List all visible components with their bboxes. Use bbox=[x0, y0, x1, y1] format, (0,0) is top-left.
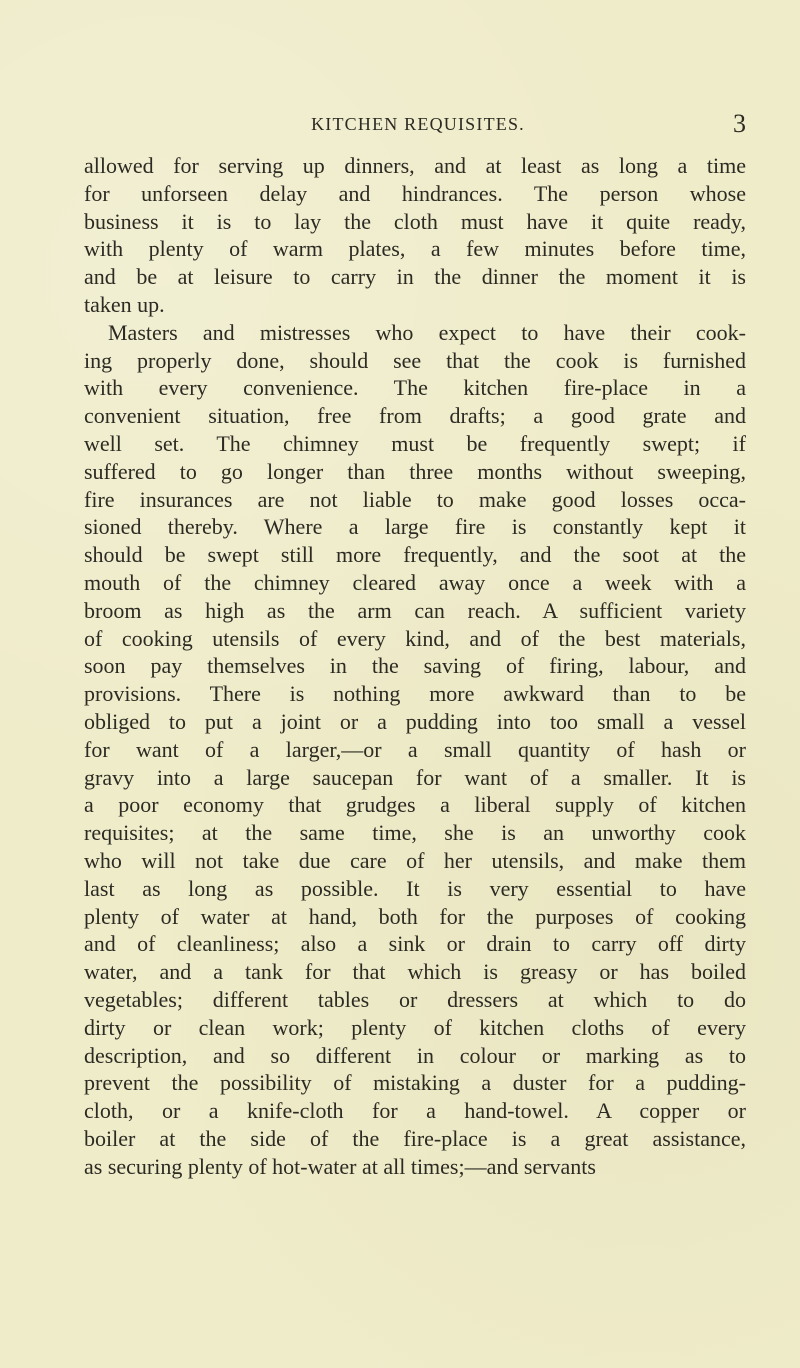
text-line: ing properly done, should see that the cook is furnished bbox=[84, 347, 746, 373]
text-line: obliged to put a joint or a pudding into too small a vessel bbox=[84, 708, 746, 734]
text-line: description, and so different in colour or marking as to bbox=[84, 1042, 746, 1068]
text-line: suffered to go longer than three months without sweeping, bbox=[84, 458, 746, 484]
text-line: last as long as possible. It is very essential to have bbox=[84, 875, 746, 901]
text-line: for want of a larger,—or a small quantity of hash or bbox=[84, 736, 746, 762]
text-line: allowed for serving up dinners, and at least as long a time bbox=[84, 153, 746, 178]
text-line: broom as high as the arm can reach. A sufficient variety bbox=[84, 597, 746, 623]
text-line: prevent the possibility of mistaking a duster for a pudding- bbox=[84, 1070, 746, 1096]
text-line: fire insurances are not liable to make good losses occa- bbox=[84, 486, 746, 512]
text-line: taken up. bbox=[84, 291, 165, 317]
text-line: water, and a tank for that which is greasy or has boiled bbox=[84, 959, 746, 985]
text-line: a poor economy that grudges a liberal supply of kitchen bbox=[84, 792, 746, 818]
text-line: with plenty of warm plates, a few minutes before time, bbox=[84, 236, 746, 262]
text-line: for unforseen delay and hindrances. The person whose bbox=[84, 180, 746, 206]
text-line: soon pay themselves in the saving of firing, labour, and bbox=[84, 653, 746, 679]
text-line: well set. The chimney must be frequently swept; if bbox=[84, 430, 746, 456]
text-line: business it is to lay the cloth must have it quite ready, bbox=[84, 208, 746, 234]
text-line: convenient situation, free from drafts; a good grate and bbox=[84, 403, 746, 429]
body-text bbox=[84, 152, 746, 1180]
text-line: and of cleanliness; also a sink or drain to carry off dirty bbox=[84, 931, 746, 957]
text-line: of cooking utensils of every kind, and of the best materials, bbox=[84, 625, 746, 651]
text-line: and be at leisure to carry in the dinner the moment it is bbox=[84, 264, 746, 290]
page-header bbox=[90, 109, 746, 144]
running-head: KITCHEN REQUISITES. bbox=[311, 114, 525, 134]
text-line: with every convenience. The kitchen fire-place in a bbox=[84, 375, 746, 401]
text-line: who will not take due care of her utensils, and make them bbox=[84, 847, 746, 873]
text-line: as securing plenty of hot-water at all times;—and servants bbox=[84, 1153, 596, 1179]
text-line: requisites; at the same time, she is an unworthy cook bbox=[84, 820, 746, 846]
page-number: 3 bbox=[733, 109, 746, 138]
text-line: gravy into a large saucepan for want of a smaller. It is bbox=[84, 764, 746, 790]
text-line: provisions. There is nothing more awkward than to be bbox=[84, 681, 746, 707]
text-line: sioned thereby. Where a large fire is constantly kept it bbox=[84, 514, 746, 540]
text-line: boiler at the side of the fire-place is a great assistance, bbox=[84, 1125, 746, 1151]
text-line: vegetables; different tables or dressers at which to do bbox=[84, 986, 746, 1012]
text-line: mouth of the chimney cleared away once a week with a bbox=[84, 569, 746, 595]
text-line: should be swept still more frequently, and the soot at the bbox=[84, 542, 746, 568]
text-line: plenty of water at hand, both for the purposes of cooking bbox=[84, 903, 746, 929]
text-line: Masters and mistresses who expect to have their cook- bbox=[108, 319, 746, 345]
text-line: cloth, or a knife-cloth for a hand-towel. A copper or bbox=[84, 1098, 746, 1124]
text-line: dirty or clean work; plenty of kitchen cloths of every bbox=[84, 1014, 746, 1040]
